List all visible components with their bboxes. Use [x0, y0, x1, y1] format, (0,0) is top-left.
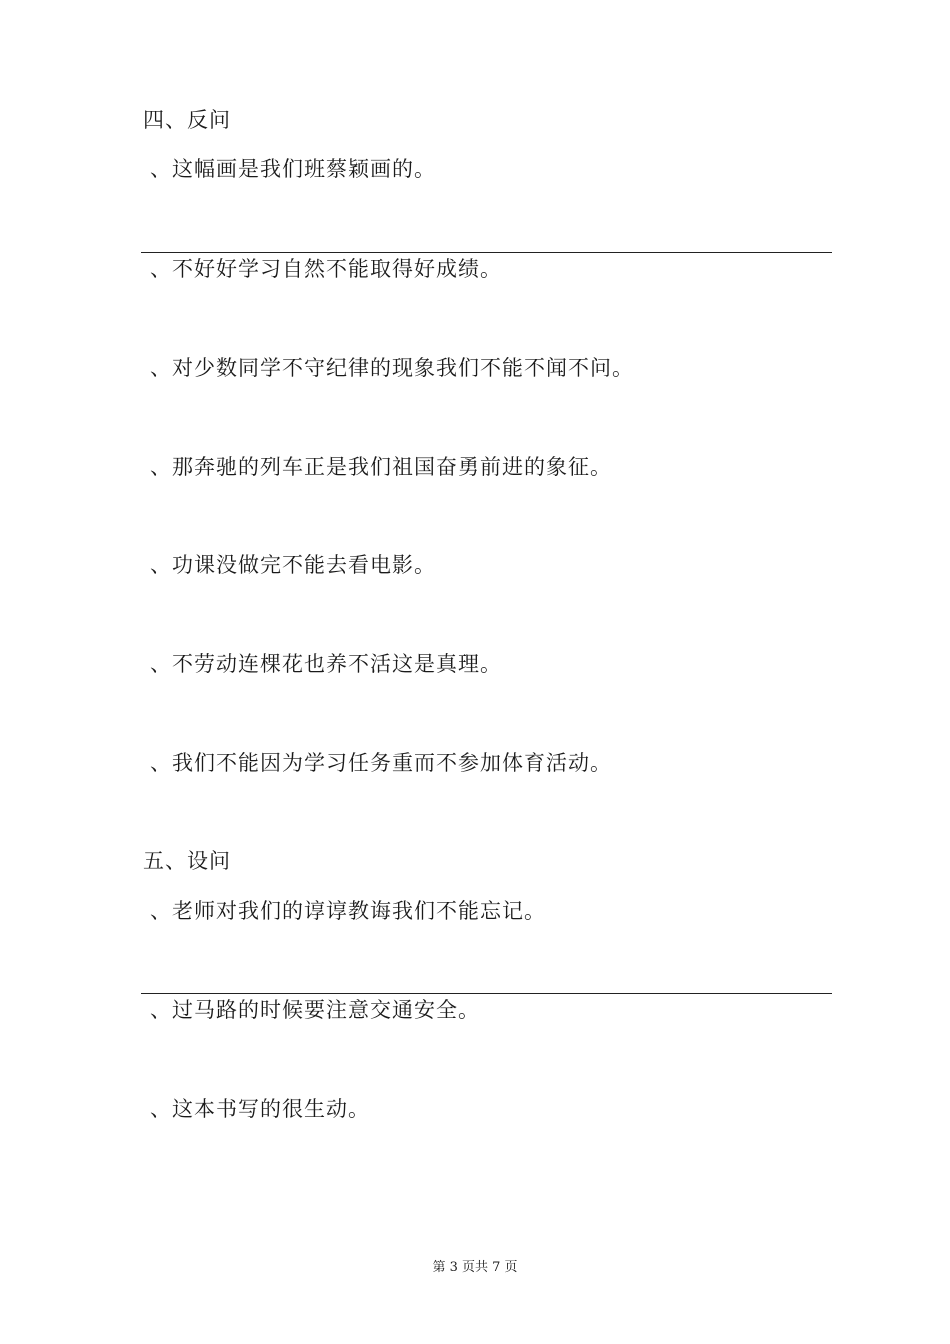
- exercise-item: 、过马路的时候要注意交通安全。: [150, 998, 480, 1022]
- page-number-footer: 第 3 页共 7 页: [432, 1260, 518, 1275]
- exercise-item: 、不好好学习自然不能取得好成绩。: [150, 257, 502, 281]
- exercise-item: 、这本书写的很生动。: [150, 1097, 370, 1121]
- exercise-item: 、那奔驰的列车正是我们祖国奋勇前进的象征。: [150, 455, 612, 479]
- exercise-item: 、老师对我们的谆谆教诲我们不能忘记。: [150, 899, 546, 923]
- exercise-item: 、对少数同学不守纪律的现象我们不能不闻不问。: [150, 356, 634, 380]
- exercise-item: 、不劳动连棵花也养不活这是真理。: [150, 652, 502, 676]
- exercise-item: 、我们不能因为学习任务重而不参加体育活动。: [150, 751, 612, 775]
- exercise-item: 、功课没做完不能去看电影。: [150, 553, 436, 577]
- exercise-item: 、这幅画是我们班蔡颖画的。: [150, 157, 436, 181]
- section-heading-rhetorical-question: 四、反问: [143, 108, 231, 132]
- section-heading-hypophora: 五、设问: [143, 849, 231, 873]
